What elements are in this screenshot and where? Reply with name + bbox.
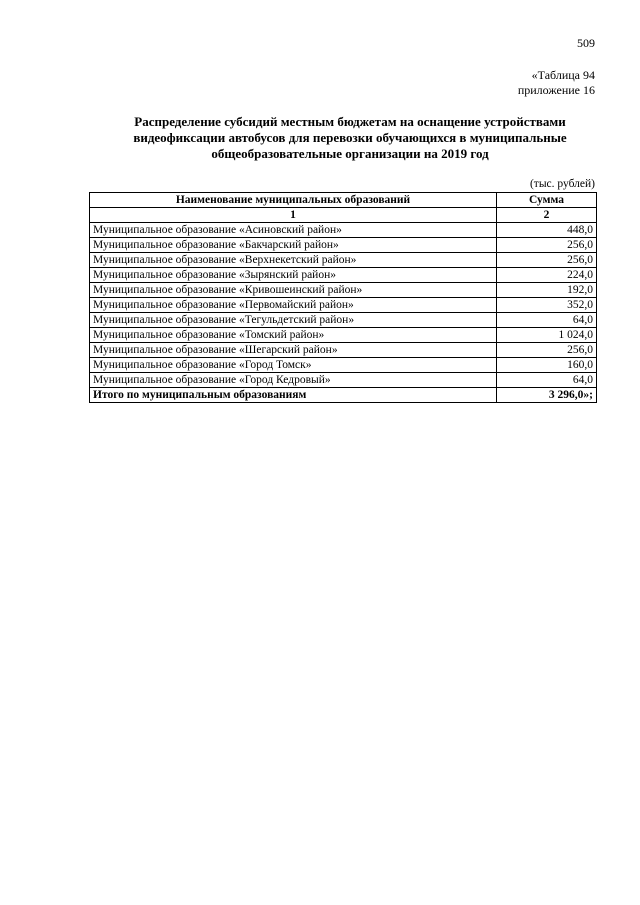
title-line-2: видеофиксации автобусов для перевозки обучающихся в муниципальные xyxy=(133,130,567,145)
row-name: Муниципальное образование «Город Томск» xyxy=(90,358,497,373)
units-label: (тыс. рублей) xyxy=(529,178,595,190)
row-name: Муниципальное образование «Томский район» xyxy=(90,328,497,343)
row-sum: 256,0 xyxy=(497,343,597,358)
table-row xyxy=(90,373,597,388)
row-name: Муниципальное образование «Зырянский район» xyxy=(90,268,497,283)
column-number-row xyxy=(90,208,597,223)
row-sum: 256,0 xyxy=(497,238,597,253)
row-sum: 192,0 xyxy=(497,283,597,298)
row-name: Муниципальное образование «Верхнекетский район» xyxy=(90,253,497,268)
table-row xyxy=(90,358,597,373)
table-row xyxy=(90,268,597,283)
header-row xyxy=(90,193,597,208)
row-sum: 1 024,0 xyxy=(497,328,597,343)
table-reference-line-1: «Таблица 94 xyxy=(531,68,595,82)
row-name: Муниципальное образование «Город Кедровый» xyxy=(90,373,497,388)
page-number: 509 xyxy=(577,36,595,50)
table-row xyxy=(90,313,597,328)
title-line-3: общеобразовательные организации на 2019 год xyxy=(211,146,489,161)
row-sum: 448,0 xyxy=(497,223,597,238)
table-reference xyxy=(518,68,595,98)
row-name: Муниципальное образование «Бакчарский район» xyxy=(90,238,497,253)
row-sum: 64,0 xyxy=(497,313,597,328)
table-row xyxy=(90,283,597,298)
header-name: Наименование муниципальных образований xyxy=(90,193,497,208)
table-row xyxy=(90,328,597,343)
document-title xyxy=(60,114,640,162)
column-number-1: 1 xyxy=(90,208,497,223)
row-name: Муниципальное образование «Кривошеинский район» xyxy=(90,283,497,298)
total-sum: 3 296,0»; xyxy=(497,388,597,403)
column-number-2: 2 xyxy=(497,208,597,223)
table-row xyxy=(90,343,597,358)
header-sum: Сумма xyxy=(497,193,597,208)
row-name: Муниципальное образование «Первомайский район» xyxy=(90,298,497,313)
row-name: Муниципальное образование «Асиновский район» xyxy=(90,223,497,238)
row-sum: 256,0 xyxy=(497,253,597,268)
table-reference-line-2: приложение 16 xyxy=(517,83,595,97)
row-name: Муниципальное образование «Шегарский район» xyxy=(90,343,497,358)
table-row xyxy=(90,223,597,238)
row-name: Муниципальное образование «Тегульдетский район» xyxy=(90,313,497,328)
row-sum: 160,0 xyxy=(497,358,597,373)
row-sum: 224,0 xyxy=(497,268,597,283)
row-sum: 352,0 xyxy=(497,298,597,313)
total-label: Итого по муниципальным образованиям xyxy=(90,388,497,403)
table-row xyxy=(90,253,597,268)
table-row xyxy=(90,238,597,253)
total-row xyxy=(90,388,597,403)
subsidy-table xyxy=(89,192,597,403)
table-row xyxy=(90,298,597,313)
title-line-1: Распределение субсидий местным бюджетам на оснащение устройствами xyxy=(134,114,566,129)
row-sum: 64,0 xyxy=(497,373,597,388)
